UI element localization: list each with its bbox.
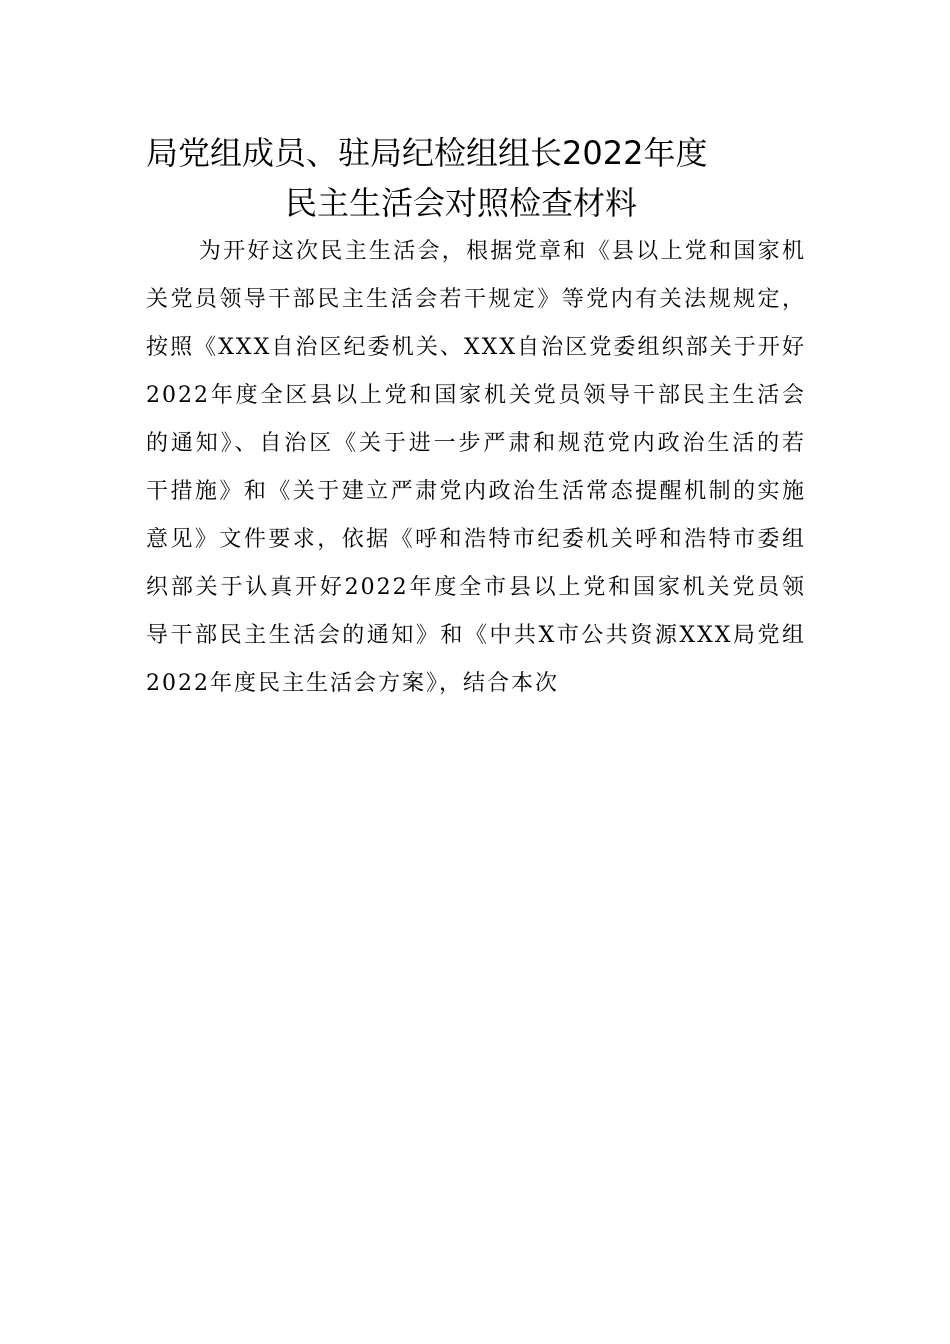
document-title-line-1: 局党组成员、驻局纪检组组长2022年度	[146, 134, 708, 172]
body-paragraph: 为开好这次民主生活会，根据党章和《县以上党和国家机关党员领导干部民主生活会若干规定》等党内有关法规规定，按照《XXX自治区纪委机关、XXX自治区党委组织部关于开好2022年度全区县以上党和国家机关党员领导干部民主生活会的通知》、自治区《关于进一步严肃和规范党内政治生活的若干措施》和《关于建立严肃党内政治生活常态提醒机制的实施意见》文件要求，依据《呼和浩特市纪委机关呼和浩特市委组织部关于认真开好2022年度全市县以上党和国家机关党员领导干部民主生活会的通知》和《中共X市公共资源XXX局党组2022年度民主生活会方案》，结合本次	[146, 239, 806, 696]
document-title-line-2: 民主生活会对照检查材料	[285, 184, 638, 222]
